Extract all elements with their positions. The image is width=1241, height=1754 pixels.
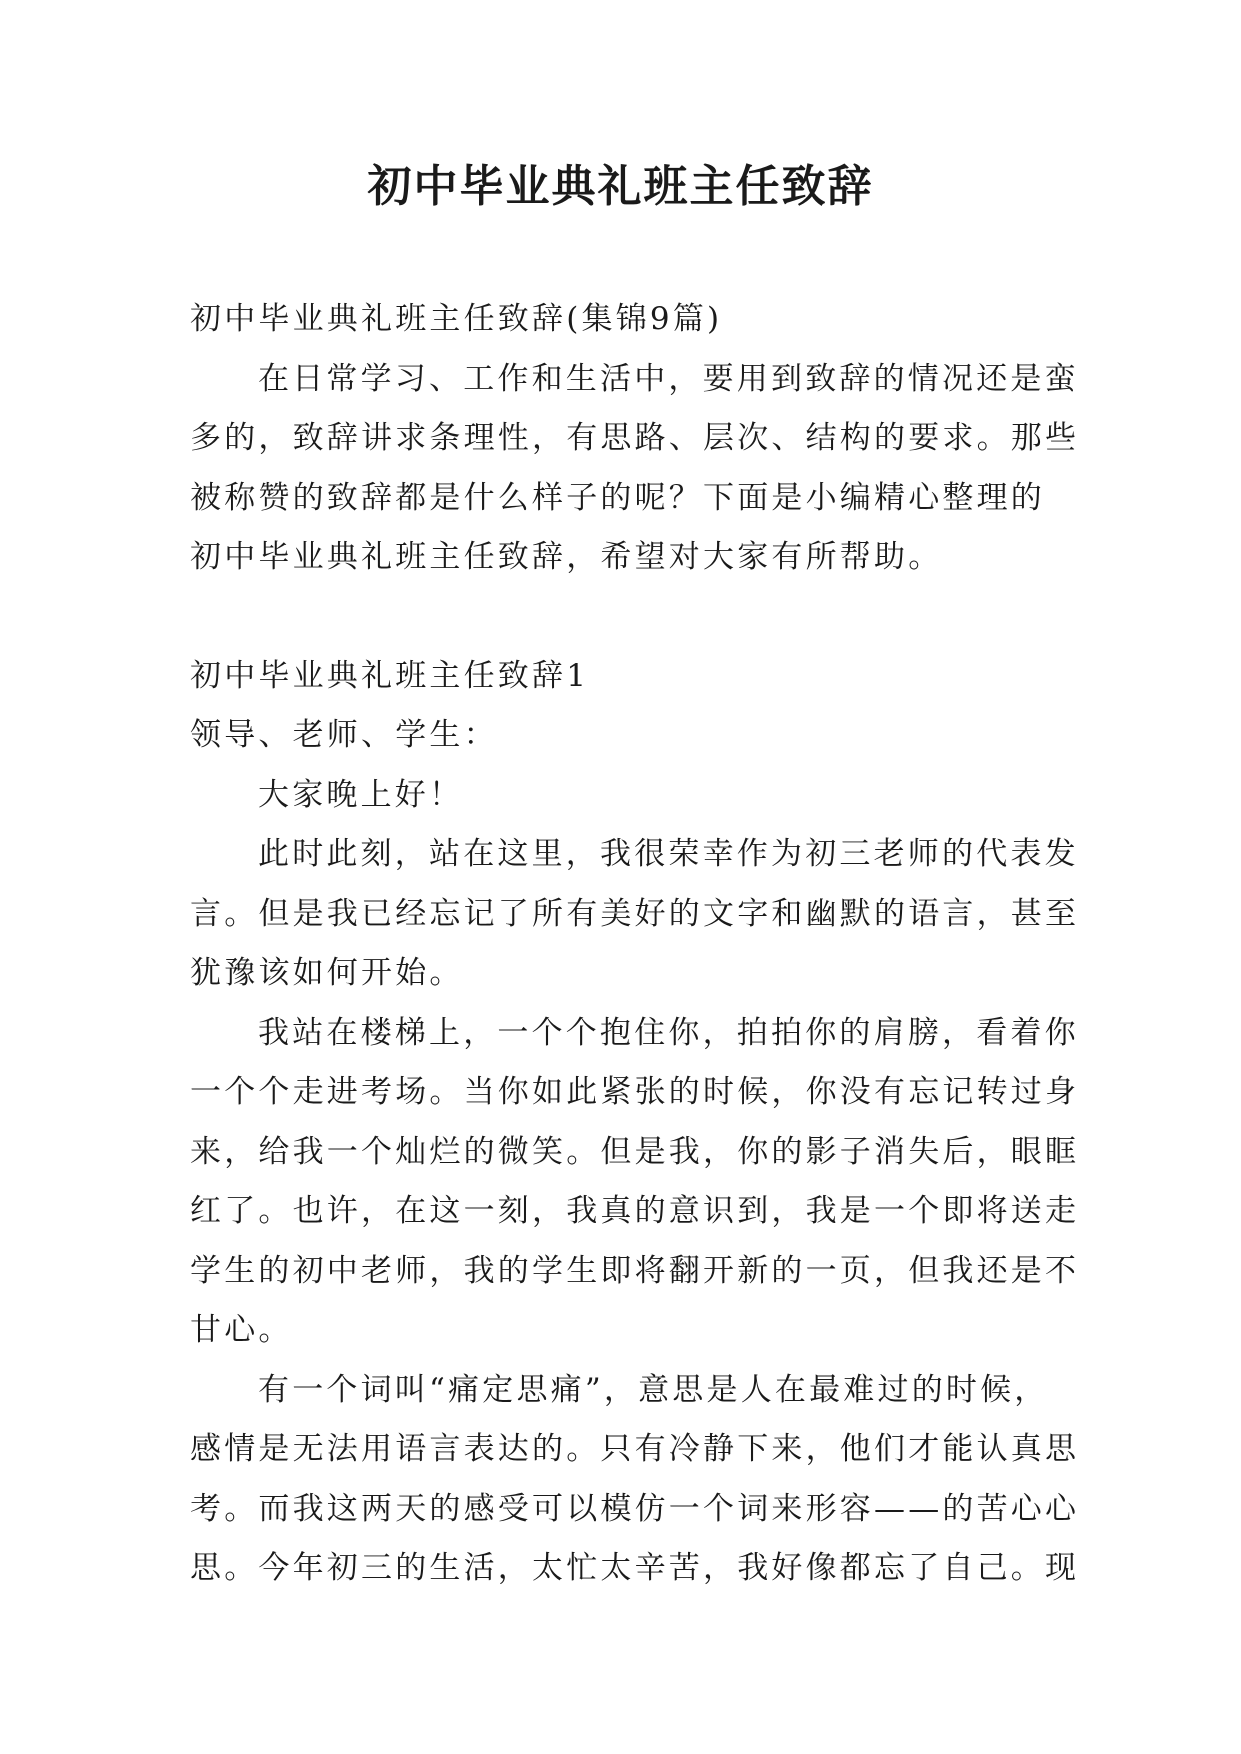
paragraph-line: 考。而我这两天的感受可以模仿一个词来形容——的苦心心 [190, 1490, 1080, 1527]
paragraph-line: 言。但是我已经忘记了所有美好的文字和幽默的语言，甚至 [190, 895, 1080, 932]
paragraph-line: 在日常学习、工作和生活中，要用到致辞的情况还是蛮 [258, 360, 1079, 397]
paragraph-line: 有一个词叫“痛定思痛”，意思是人在最难过的时候， [258, 1371, 1049, 1408]
paragraph-line: 红了。也许，在这一刻，我真的意识到，我是一个即将送走 [190, 1193, 1080, 1229]
document-body [190, 290, 1080, 1599]
body-paragraph-2 [190, 1004, 1080, 1361]
paragraph-line: 思。今年初三的生活，太忙太辛苦，我好像都忘了自己。现 [190, 1550, 1080, 1586]
salutation: 领导、老师、学生： [190, 717, 498, 753]
paragraph-line: 来，给我一个灿烂的微笑。但是我，你的影子消失后，眼眶 [190, 1133, 1080, 1170]
paragraph-line: 多的，致辞讲求条理性，有思路、层次、结构的要求。那些 [190, 420, 1080, 456]
paragraph-line: 感情是无法用语言表达的。只有冷静下来，他们才能认真思 [190, 1431, 1080, 1467]
paragraph-line: 犹豫该如何开始。 [190, 955, 464, 991]
document-title: 初中毕业典礼班主任致辞 [367, 161, 874, 212]
paragraph-line: 一个个走进考场。当你如此紧张的时候，你没有忘记转过身 [190, 1074, 1080, 1110]
paragraph-line: 此时此刻，站在这里，我很荣幸作为初三老师的代表发 [258, 836, 1079, 872]
intro-paragraph [190, 350, 1080, 588]
greeting: 大家晚上好！ [258, 776, 464, 813]
body-paragraph-1 [190, 825, 1080, 1004]
paragraph-line: 我站在楼梯上，一个个抱住你，拍拍你的肩膀，看着你 [258, 1014, 1079, 1051]
section-heading: 初中毕业典礼班主任致辞1 [190, 657, 590, 694]
paragraph-line: 被称赞的致辞都是什么样子的呢？下面是小编精心整理的 [190, 479, 1045, 516]
paragraph-line: 学生的初中老师，我的学生即将翻开新的一页，但我还是不 [190, 1252, 1080, 1289]
document-subtitle: 初中毕业典礼班主任致辞(集锦9篇) [190, 301, 723, 337]
body-paragraph-3 [190, 1361, 1080, 1599]
section-spacer [190, 588, 1050, 647]
paragraph-line: 甘心。 [190, 1312, 293, 1348]
paragraph-line: 初中毕业典礼班主任致辞，希望对大家有所帮助。 [190, 539, 943, 575]
